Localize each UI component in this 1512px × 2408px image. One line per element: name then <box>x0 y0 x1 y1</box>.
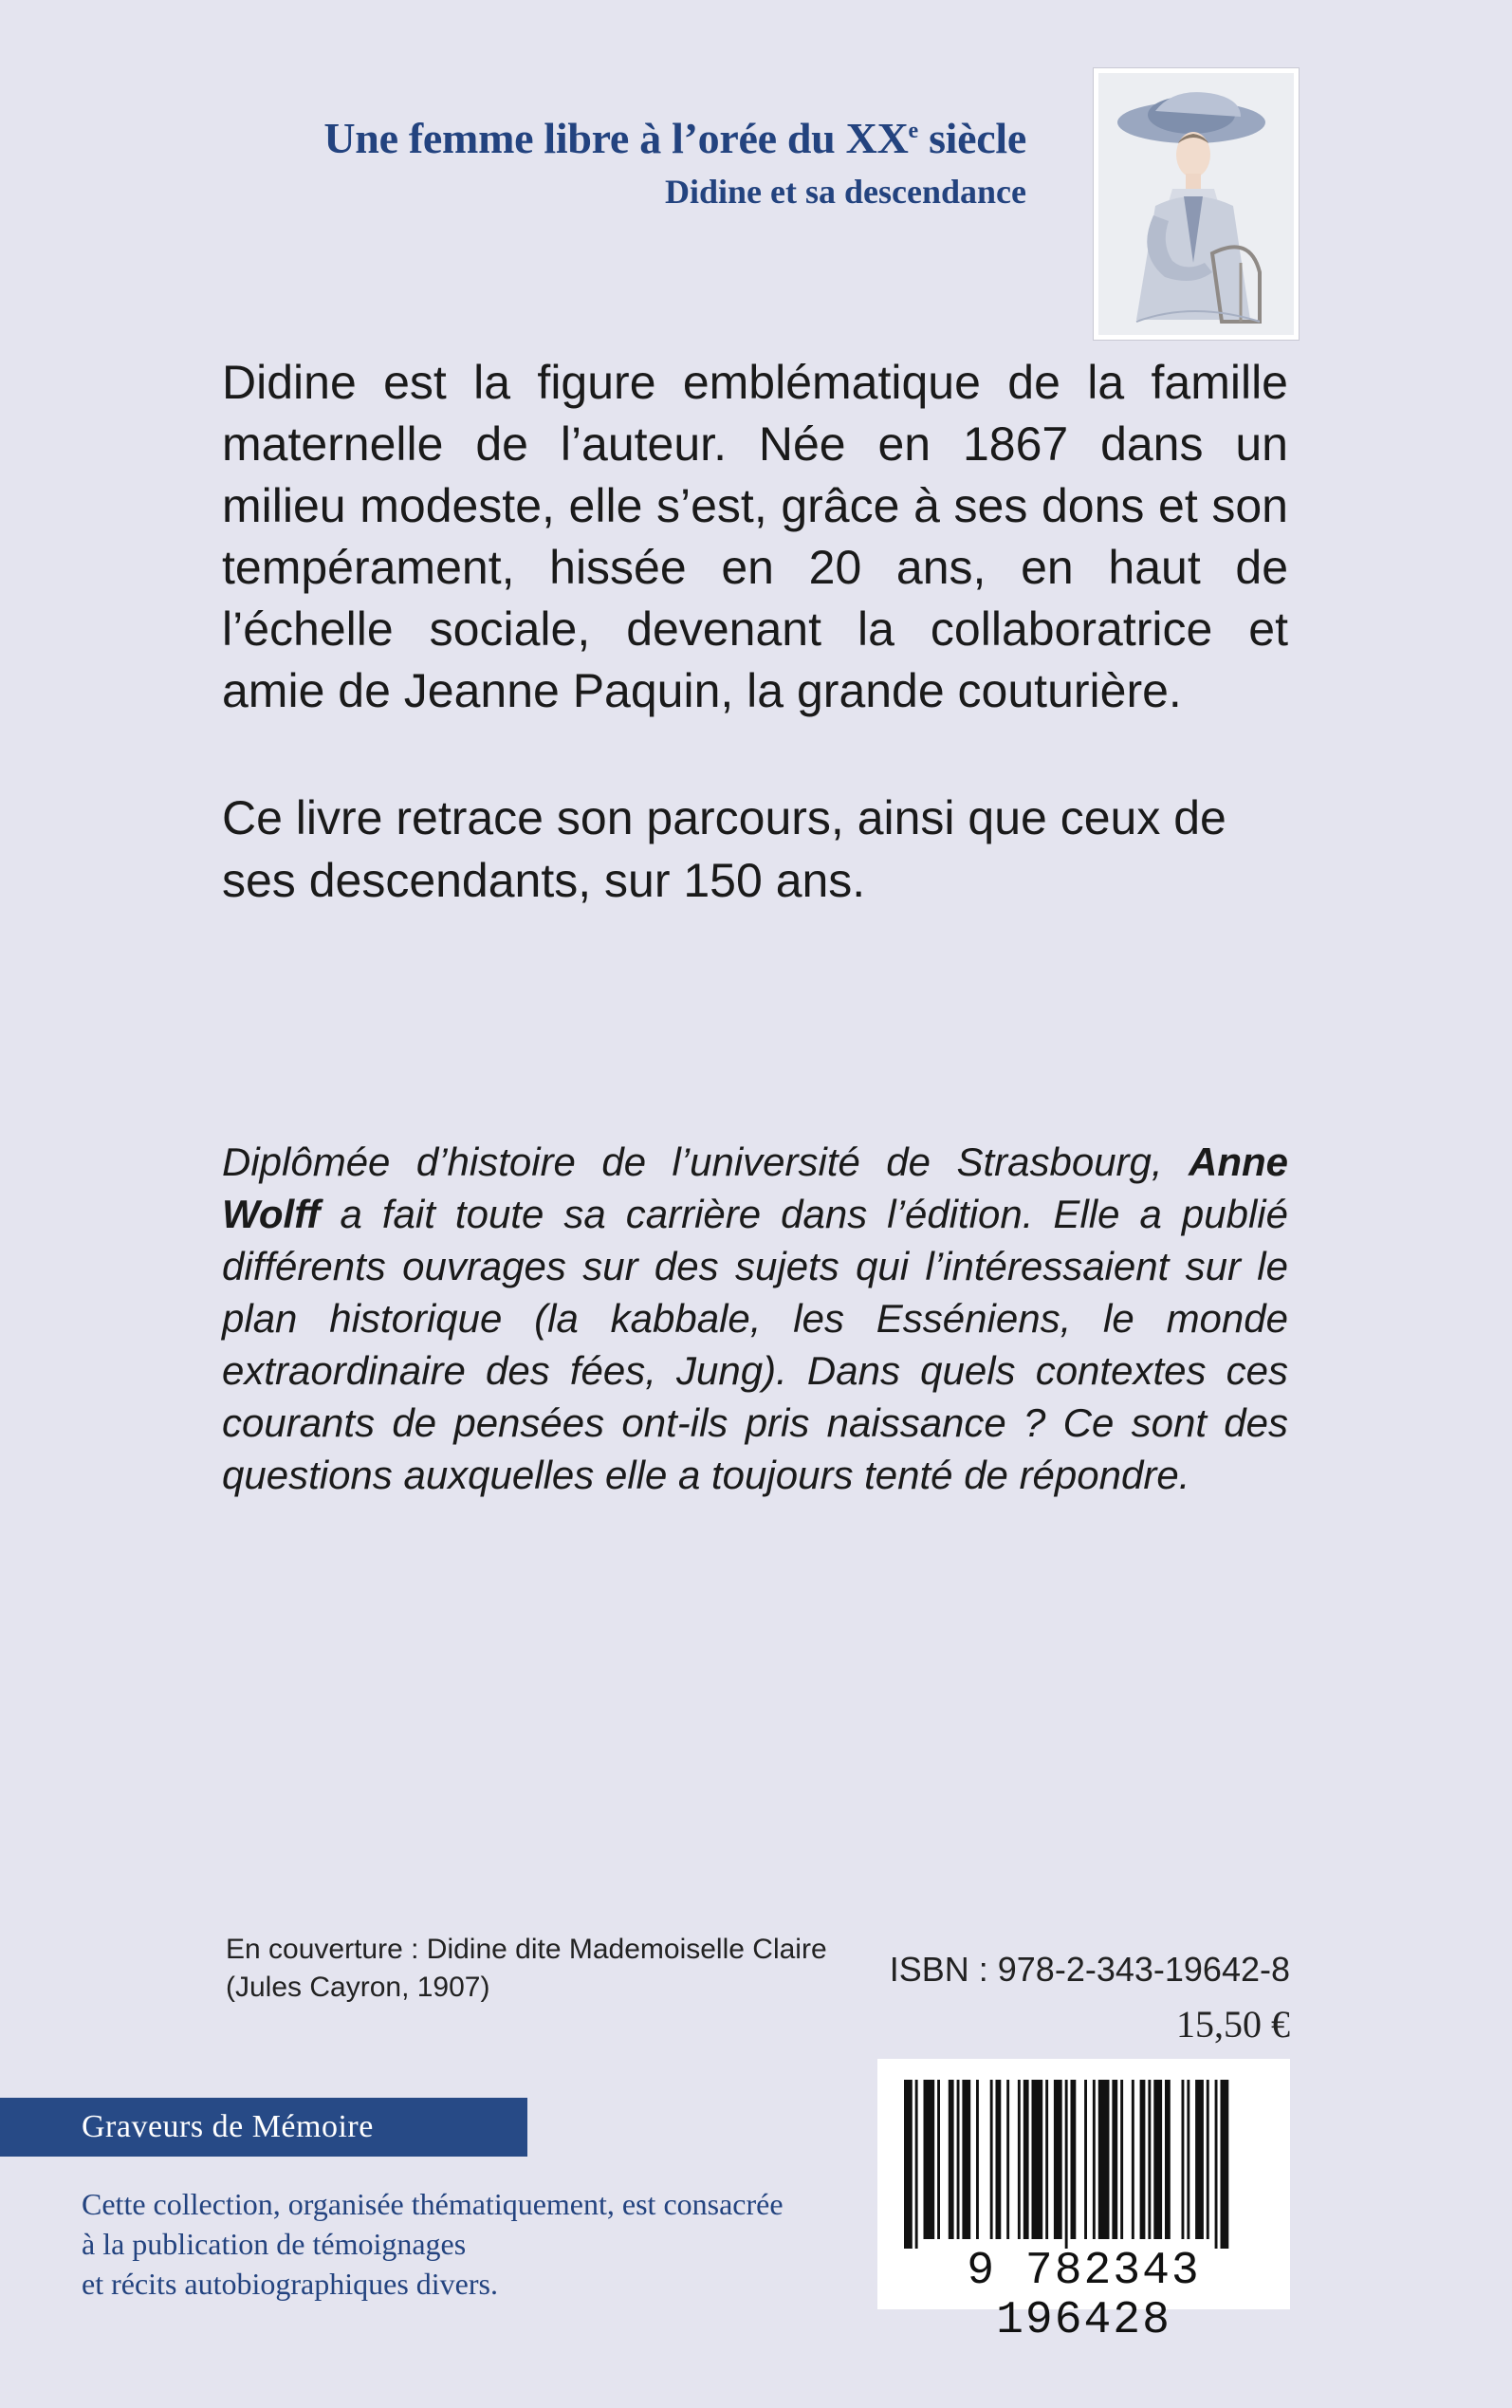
barcode-bar <box>1112 2080 1117 2239</box>
barcode-bar <box>904 2080 913 2249</box>
barcode-bar <box>1093 2080 1096 2239</box>
barcode-bar <box>1182 2080 1185 2239</box>
barcode-bar <box>915 2080 918 2249</box>
collection-description <box>82 2184 802 2304</box>
barcode-bar <box>1153 2080 1162 2239</box>
barcode-bar <box>1071 2080 1077 2239</box>
barcode-digits: 9 782343 196428 <box>967 2246 1201 2346</box>
author-bio <box>222 1136 1288 1501</box>
barcode-bar <box>1132 2080 1134 2239</box>
barcode-bar <box>1165 2080 1171 2239</box>
barcode-bar <box>957 2080 960 2239</box>
collection-band <box>0 2098 527 2157</box>
barcode-bar <box>1065 2080 1068 2249</box>
bio-intro: Diplômée d’histoire de l’université de Strasbourg, <box>222 1139 1189 1184</box>
barcode-bar <box>937 2080 940 2239</box>
description-paragraph-2: Ce livre retrace son parcours, ainsi que ceux de ses descendants, sur 150 ans. <box>222 791 1226 907</box>
barcode-bar <box>924 2080 935 2239</box>
barcode <box>877 2059 1290 2346</box>
title-superscript: e <box>908 119 918 143</box>
barcode-bar <box>1054 2080 1062 2239</box>
barcode-bar <box>1018 2080 1021 2239</box>
collection-line-1: Cette collection, organisée thématiquement, est consacrée <box>82 2187 784 2221</box>
credit-line-2: (Jules Cayron, 1907) <box>226 1972 490 2003</box>
barcode-bar <box>1006 2080 1009 2239</box>
collection-line-3: et récits autobiographiques divers. <box>82 2267 498 2301</box>
barcode-bar <box>996 2080 1002 2239</box>
barcode-bar <box>949 2080 954 2239</box>
barcode-bar <box>1032 2080 1043 2239</box>
collection-line-2: à la publication de témoignages <box>82 2227 467 2261</box>
book-title <box>190 110 1026 167</box>
barcode-bar <box>1187 2080 1189 2239</box>
barcode-bar <box>1215 2080 1218 2249</box>
bio-rest: a fait toute sa carrière dans l’édition. Elle a publié différents ouvrages sur des sujets qui l’intéressaient sur le plan historique (la kabbale, les Esséniens, le monde extraordinaire des fées, Jung). Dans quels contextes ces courants de pensées ont-ils pris naissance ? Ce sont des questions auxquelles elle a toujours tenté de répondre. <box>222 1192 1288 1497</box>
barcode-bar <box>1120 2080 1123 2239</box>
barcode-bar <box>990 2080 993 2239</box>
barcode-bar <box>1098 2080 1110 2239</box>
collection-name: Graveurs de Mémoire <box>82 2109 374 2144</box>
barcode-bar <box>1023 2080 1029 2239</box>
portrait-sketch <box>1098 73 1294 335</box>
barcode-bar <box>1140 2080 1146 2239</box>
barcode-bars <box>877 2059 1290 2249</box>
title-block <box>190 110 1026 213</box>
barcode-bar <box>1148 2080 1151 2239</box>
description-paragraph-1: Didine est la figure emblématique de la famille maternelle de l’auteur. Née en 1867 dans un milieu modeste, elle s’est, grâce à ses dons et son tempérament, hissée en 20 ans, en haut de l’échelle sociale, devenant la collaboratrice et amie de Jeanne Paquin, la grande couturière. <box>222 356 1288 717</box>
barcode-bar <box>962 2080 970 2239</box>
barcode-bar <box>1195 2080 1204 2239</box>
credit-line-1: En couverture : Didine dite Mademoiselle Claire <box>226 1934 827 1965</box>
book-subtitle: Didine et sa descendance <box>665 173 1026 211</box>
title-text: Une femme libre à l’orée du XX <box>323 114 909 162</box>
cover-credit <box>226 1931 871 2007</box>
barcode-bar <box>1221 2080 1229 2249</box>
author-name: Anne Wolff <box>222 1139 1288 1236</box>
barcode-bar <box>976 2080 979 2239</box>
isbn-label: ISBN : 978-2-343-19642-8 <box>889 1950 1290 1989</box>
title-text-end: siècle <box>917 114 1026 162</box>
barcode-bar <box>1084 2080 1087 2239</box>
barcode-bar <box>1045 2080 1048 2239</box>
price-label: 15,50 € <box>1176 2003 1290 2046</box>
cover-portrait-image <box>1094 68 1299 340</box>
barcode-bar <box>1207 2080 1209 2239</box>
